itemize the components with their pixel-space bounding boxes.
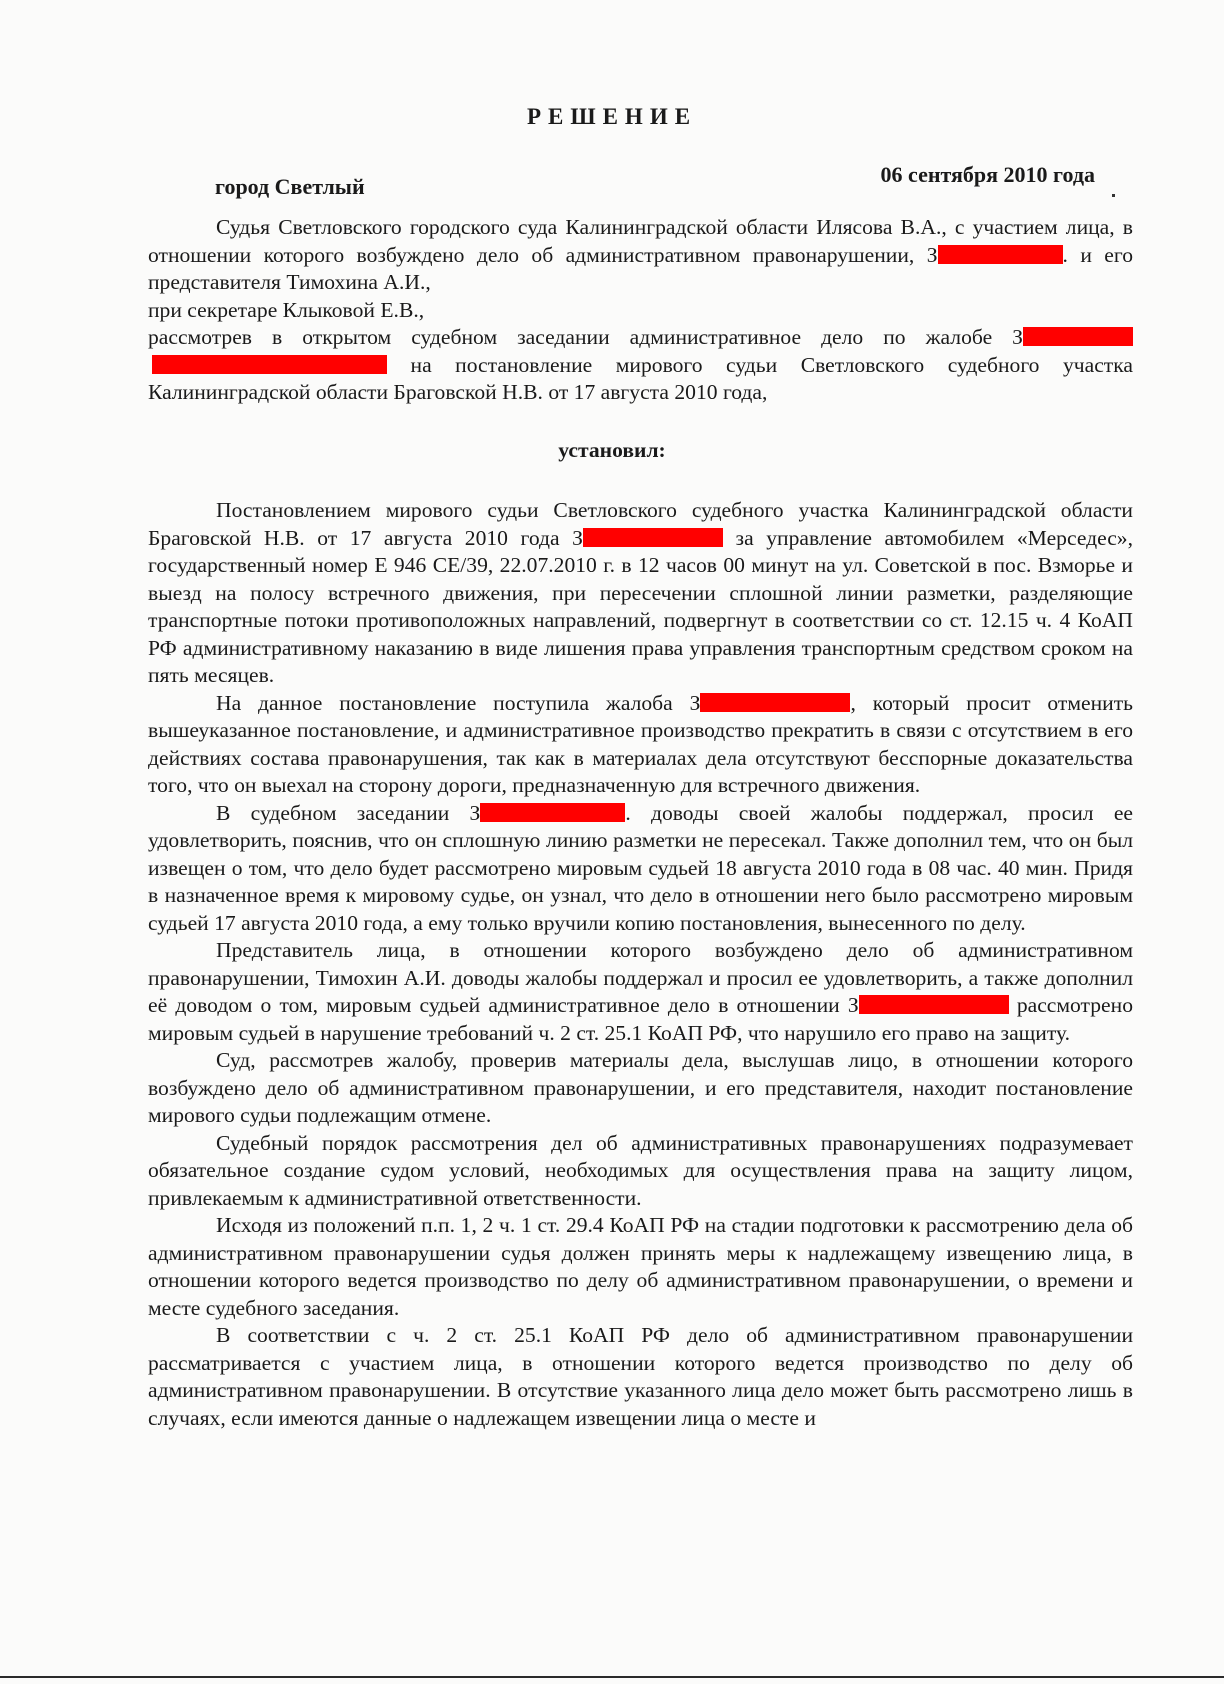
- document-date: 06 сентября 2010 года: [880, 162, 1095, 187]
- text-span: Представитель лица, в отношении которого возбуждено дело об административном правонарушении, Тимохин А.И. доводы жалобы поддержал и просил ее удовлетворить, а также дополнил её доводом о том, мировым судьей административное дело в отношении З: [148, 938, 1133, 1017]
- body-paragraph-2: [148, 690, 1133, 800]
- redaction-bar: [583, 528, 723, 547]
- text-span: рассмотрено мировым судьей в нарушение требований ч. 2 ст. 25.1 КоАП РФ, что нарушило его право на защиту.: [148, 993, 1133, 1045]
- body-paragraph-1: [148, 497, 1133, 690]
- text-span: . доводы своей жалобы поддержал, просил ее удовлетворить, пояснив, что он сплошную линию разметки не пересекал. Также дополнил тем, что он был извещен о том, что дело будет рассмотрено мировым судьей 18 августа 2010 года в 08 час. 40 мин. Придя в назначенное время к мировому судье, он узнал, что дело в отношении него было рассмотрено мировым судьей 17 августа 2010 года, а ему только вручили копию постановления, вынесенного по делу.: [148, 800, 1133, 935]
- body-paragraph-6: Судебный порядок рассмотрения дел об административных правонарушениях подразумевает обязательное создание судом условий, необходимых для осуществления права на защиту лицом, привлекаемым к административной ответственности.: [148, 1130, 1133, 1210]
- redaction-bar: [938, 245, 1063, 264]
- body-block: [148, 497, 1133, 1432]
- intro-paragraph-secretary: при секретаре Клыковой Е.В.,: [148, 297, 425, 322]
- body-paragraph-4: [148, 937, 1133, 1047]
- text-span: Постановлением мирового судьи Светловского судебного участка Калининградской области Браговской Н.В. от 17 августа 2010 года З: [148, 498, 1133, 550]
- body-paragraph-8: В соответствии с ч. 2 ст. 25.1 КоАП РФ дело об административном правонарушении рассматривается с участием лица, в отношении которого ведется производство по делу об административном правонарушении. В отсутствие указанного лица дело может быть рассмотрено лишь в случаях, если имеются данные о надлежащем извещении лица о месте и: [148, 1323, 1133, 1430]
- body-paragraph-7: Исходя из положений п.п. 1, 2 ч. 1 ст. 29.4 КоАП РФ на стадии подготовки к рассмотрению дела об административном правонарушении судья должен принять меры к надлежащему извещению лица, в отношении которого ведется производство по делу об административном правонарушении, о времени и месте судебного заседания.: [148, 1213, 1133, 1320]
- redaction-bar: [480, 803, 625, 822]
- redaction-bar: [152, 355, 387, 374]
- intro-block: [148, 214, 1133, 407]
- scan-speck: [1112, 194, 1115, 197]
- text-span: Судья Светловского городского суда Калининградской области Илясова В.А., с участием лица, в отношении которого возбуждено дело об административном правонарушении, З: [148, 215, 1133, 267]
- text-span: В судебном заседании З: [216, 800, 481, 825]
- body-paragraph-3: [148, 800, 1133, 938]
- section-heading: установил:: [558, 438, 666, 462]
- text-span: за управление автомобилем «Мерседес», государственный номер Е 946 СЕ/39, 22.07.2010 г. в 12 часов 00 минут на ул. Советской в пос. Взморье и выезд на полосу встречного движения, при пересечении сплошной линии разметки, разделяющие транспортные потоки противоположных направлений, подвергнут в соответствии со ст. 12.15 ч. 4 КоАП РФ административному наказанию в виде лишения права управления транспортным средством сроком на пять месяцев.: [148, 525, 1134, 687]
- redaction-bar: [1023, 327, 1133, 346]
- document-city: город Светлый: [215, 174, 365, 199]
- body-paragraph-5: Суд, рассмотрев жалобу, проверив материалы дела, выслушав лицо, в отношении которого возбуждено дело об административном правонарушении, и его представителя, находит постановление мирового судьи подлежащим отмене.: [148, 1048, 1133, 1127]
- text-span: на постановление мирового судьи Светловского судебного участка Калининградской области Браговской Н.В. от 17 августа 2010 года,: [148, 352, 1133, 404]
- intro-paragraph-judge: [148, 214, 1133, 297]
- redaction-bar: [700, 693, 850, 712]
- text-span: , который просит отменить вышеуказанное постановление, и административное производство прекратить в связи с отсутствием в его действиях состава правонарушения, так как в материалах дела отсутствуют бесспорные доказательства того, что он выехал на сторону дороги, предназначенную для встречного движения.: [148, 690, 1133, 797]
- text-span: рассмотрев в открытом судебном заседании административное дело по жалобе З: [148, 325, 1023, 349]
- text-span: . и его представителя Тимохина А.И.,: [148, 242, 1133, 294]
- intro-paragraph-considered: [148, 324, 1133, 407]
- text-span: На данное постановление поступила жалоба З: [216, 690, 701, 715]
- redaction-bar: [859, 995, 1009, 1014]
- document-title: РЕШЕНИЕ: [526, 104, 698, 129]
